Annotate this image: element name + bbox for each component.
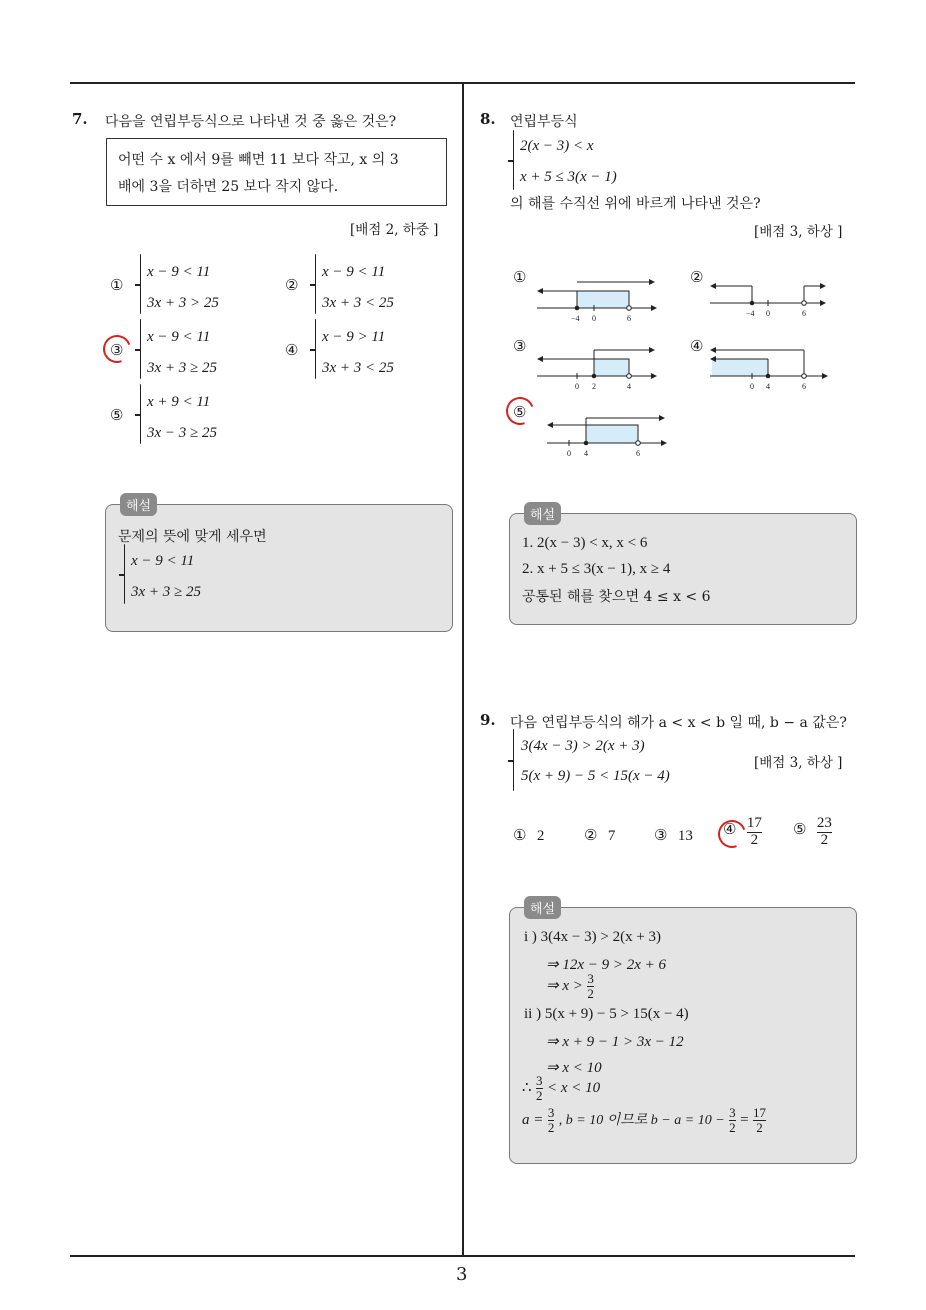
- q7-option-2-mark: ②: [285, 276, 299, 294]
- q9-explanation-l8-den1: 2: [547, 1119, 555, 1135]
- q9-question: 다음 연립부등식의 해가 a < x < b 일 때, b − a 값은?: [510, 715, 847, 731]
- q8-explanation-line2: 2. x + 5 ≤ 3(x − 1), x ≥ 4: [522, 561, 671, 577]
- q8-option-5-tick-label-2: 4: [584, 449, 588, 458]
- q8-option-1-numberline: [535, 270, 660, 325]
- q9-explanation-l7-den: 2: [536, 1087, 543, 1103]
- q8-option-4-mark: ④: [690, 337, 704, 355]
- q9-explanation-l8-frac3: [753, 1106, 766, 1134]
- q7-explanation-sys2: 3x + 3 ≥ 25: [131, 584, 202, 600]
- q8-option-5-axis-arrow: [661, 440, 667, 446]
- q8-option-2-ray-2-arrow: [820, 283, 826, 289]
- q8-option-3-axis-arrow: [651, 373, 657, 379]
- q9-explanation-l7-post: < x < 10: [546, 1080, 601, 1097]
- q9-explanation-l3-pre: ⇒ x >: [546, 978, 583, 995]
- q8-option-3-point-2: [627, 374, 632, 379]
- q7-option-3-mark: ③: [110, 341, 124, 359]
- q9-explanation-l7: [522, 1074, 600, 1102]
- q8-option-2-tick-label-3: 6: [802, 309, 806, 318]
- q9-explanation-l8-num3: 17: [752, 1105, 766, 1120]
- q9-option-5[interactable]: [793, 816, 832, 849]
- q8-option-3-tick-label-2: 2: [592, 382, 596, 391]
- q8-option-4-point-2: [802, 374, 807, 379]
- q8-option-1-ray-1-arrow: [537, 288, 543, 294]
- q9-option-5-den: 2: [820, 831, 829, 848]
- q9-explanation-l8-b: , b = 10 이므로 b − a = 10 −: [558, 1113, 725, 1129]
- q8-option-1-axis-arrow: [651, 305, 657, 311]
- q9-option-5-fraction: [817, 816, 832, 849]
- q8-answer-circle: [501, 392, 538, 429]
- q7-option-4-line2: 3x + 3 < 25: [322, 360, 394, 376]
- q9-option-1[interactable]: [513, 826, 544, 845]
- q8-option-5-mark: ⑤: [513, 403, 527, 421]
- q7-option-1-line2: 3x + 3 > 25: [147, 295, 219, 311]
- q9-explanation-l3-num: 3: [587, 971, 594, 986]
- q7-explanation-tag: 해설: [120, 493, 157, 516]
- q8-option-3-tick-label-3: 4: [627, 382, 631, 391]
- q9-option-1-value: 2: [536, 828, 545, 844]
- q7-option-3-brace: [140, 319, 141, 379]
- q8-option-1-tick-label-1: −4: [571, 314, 580, 323]
- q9-option-4[interactable]: [723, 816, 762, 849]
- q9-explanation-l3-den: 2: [587, 985, 594, 1001]
- q7-option-1-line1: x − 9 < 11: [147, 264, 211, 280]
- q7-box-line2: 배에 3을 더하면 25 보다 작지 않다.: [118, 179, 339, 195]
- q9-explanation-l3: [546, 972, 594, 1000]
- q9-option-2[interactable]: [584, 826, 615, 845]
- q9-system-brace: [513, 729, 514, 791]
- q8-sys2: x + 5 ≤ 3(x − 1): [520, 169, 617, 185]
- q7-option-5-line1: x + 9 < 11: [147, 394, 211, 410]
- page-number: 3: [456, 1264, 468, 1285]
- q9-explanation-l8-num2: 3: [729, 1105, 736, 1120]
- q7-number: 7.: [72, 110, 88, 128]
- q8-option-1-tick-label-2: 0: [592, 314, 596, 323]
- q7-explanation-brace: [124, 544, 125, 604]
- q9-explanation-l3-frac: [587, 972, 594, 1000]
- q8-option-3-ray-2-arrow: [649, 347, 655, 353]
- q8-option-2-ray-1-arrow: [710, 283, 716, 289]
- q9-option-4-mark: ④: [723, 820, 737, 839]
- q7-option-3-line1: x − 9 < 11: [147, 329, 211, 345]
- q7-option-2-brace: [315, 254, 316, 314]
- q8-number: 8.: [480, 110, 496, 128]
- q8-option-5-ray-1-arrow: [547, 422, 553, 428]
- q8-option-1-mark: ①: [513, 268, 527, 286]
- q9-explanation-l8: [522, 1106, 766, 1134]
- q7-option-5-mark: ⑤: [110, 406, 124, 424]
- q7-option-5-brace: [140, 384, 141, 444]
- q7-option-2-line2: 3x + 3 < 25: [322, 295, 394, 311]
- q8-question2: 의 해를 수직선 위에 바르게 나타낸 것은?: [510, 196, 761, 212]
- q7-option-4-line1: x − 9 > 11: [322, 329, 386, 345]
- q9-number: 9.: [480, 711, 496, 729]
- q9-explanation-l8-den3: 2: [756, 1119, 763, 1135]
- q8-option-3-numberline: [535, 342, 660, 394]
- q8-option-2-tick-label-1: −4: [746, 309, 755, 318]
- q8-option-2-point-2: [802, 301, 807, 306]
- q9-explanation-l2: ⇒ 12x − 9 > 2x + 6: [546, 957, 666, 973]
- q9-option-5-num: 23: [816, 815, 832, 831]
- q8-option-3-point-1: [592, 374, 597, 379]
- q9-option-3-mark: ③: [654, 826, 668, 844]
- q8-option-1-tick-label-3: 6: [627, 314, 631, 323]
- q8-option-4-ray-2-arrow: [710, 347, 716, 353]
- bottom-rule: [70, 1255, 855, 1257]
- q8-option-3-tick-label-1: 0: [575, 382, 579, 391]
- column-divider: [462, 83, 464, 1256]
- q9-sys2: 5(x + 9) − 5 < 15(x − 4): [521, 768, 670, 784]
- q8-score: [배점 3, 하상 ]: [754, 224, 843, 240]
- q8-option-5-point-2: [636, 441, 641, 446]
- q7-question: 다음을 연립부등식으로 나타낸 것 중 옳은 것은?: [105, 114, 397, 130]
- q8-option-4-numberline: [708, 342, 833, 394]
- q7-option-4-brace: [315, 319, 316, 379]
- q8-option-4-axis-arrow: [822, 373, 828, 379]
- q7-explanation-line1: 문제의 뜻에 맞게 세우면: [118, 529, 267, 545]
- q9-score: [배점 3, 하상 ]: [754, 755, 843, 771]
- q8-option-4-point-1: [766, 374, 771, 379]
- q8-option-5-ray-2-arrow: [659, 415, 665, 421]
- q9-explanation-l8-a: a =: [522, 1112, 544, 1129]
- q8-question: 연립부등식: [510, 114, 578, 130]
- q8-explanation-line3: 공통된 해를 찾으면 4 ≤ x < 6: [522, 589, 711, 605]
- q7-option-3-line2: 3x + 3 ≥ 25: [147, 360, 218, 376]
- q9-explanation-l8-num1: 3: [547, 1105, 555, 1120]
- q8-option-5-tick-label-1: 0: [567, 449, 571, 458]
- q9-option-4-den: 2: [750, 831, 759, 848]
- q8-option-4-tick-label-1: 0: [750, 382, 754, 391]
- q9-explanation-l5: ⇒ x + 9 − 1 > 3x − 12: [546, 1034, 684, 1050]
- q9-explanation-l6: ⇒ x < 10: [546, 1060, 602, 1076]
- q9-explanation-l8-frac2: [729, 1106, 736, 1134]
- q9-explanation-tag: 해설: [524, 896, 561, 919]
- q7-answer-circle: [98, 330, 135, 367]
- q8-sys1: 2(x − 3) < x: [520, 138, 594, 154]
- q8-option-5-tick-label-3: 6: [636, 449, 640, 458]
- q9-explanation-l8-frac1: [548, 1106, 555, 1134]
- q9-sys1: 3(4x − 3) > 2(x + 3): [521, 738, 645, 754]
- q7-condition-box: [106, 138, 447, 206]
- q7-option-4-mark: ④: [285, 341, 299, 359]
- q8-option-1-point-1: [575, 306, 580, 311]
- q9-explanation-l4: ii ) 5(x + 9) − 5 > 15(x − 4): [524, 1006, 689, 1022]
- q7-box-line1: 어떤 수 x 에서 9를 빼면 11 보다 작고, x 의 3: [118, 152, 399, 168]
- q9-option-2-mark: ②: [584, 826, 598, 844]
- q8-explanation-line1: 1. 2(x − 3) < x, x < 6: [522, 535, 648, 551]
- q8-system-brace: [513, 130, 514, 190]
- q9-explanation-l8-den2: 2: [729, 1119, 736, 1135]
- q9-explanation-l7-pre: ∴: [522, 1080, 532, 1097]
- q9-option-3[interactable]: [654, 826, 693, 845]
- q9-option-4-num: 17: [746, 815, 762, 831]
- q8-option-4-tick-label-3: 6: [802, 382, 806, 391]
- q8-option-1-point-2: [627, 306, 632, 311]
- q8-option-4-shade: [712, 359, 768, 376]
- q8-option-3-mark: ③: [513, 337, 527, 355]
- q9-option-1-mark: ①: [513, 826, 527, 844]
- q9-option-5-mark: ⑤: [793, 820, 807, 839]
- q8-option-5-shade: [586, 425, 638, 443]
- q7-option-2-line1: x − 9 < 11: [322, 264, 386, 280]
- q8-explanation-tag: 해설: [524, 502, 561, 525]
- q7-option-1-brace: [140, 254, 141, 314]
- q9-explanation-l7-num: 3: [536, 1073, 543, 1088]
- q9-explanation-l1: i ) 3(4x − 3) > 2(x + 3): [524, 929, 662, 945]
- q8-option-2-axis-arrow: [820, 300, 826, 306]
- q9-option-3-value: 13: [677, 828, 693, 844]
- q8-option-2-point-1: [750, 301, 755, 306]
- q8-option-2-mark: ②: [690, 268, 704, 286]
- q7-score: [배점 2, 하중 ]: [350, 222, 439, 238]
- q9-option-4-fraction: [747, 816, 762, 849]
- q7-option-1-mark: ①: [110, 276, 124, 294]
- q7-explanation-sys1: x − 9 < 11: [131, 553, 195, 569]
- q8-option-3-ray-1-arrow: [537, 356, 543, 362]
- q9-option-2-value: 7: [607, 828, 616, 844]
- q8-option-2-tick-label-2: 0: [766, 309, 770, 318]
- q8-option-1-ray-2-arrow: [649, 279, 655, 285]
- q9-explanation-l7-frac: [536, 1074, 543, 1102]
- q8-option-2-numberline: [708, 270, 833, 325]
- q9-explanation-l8-eq: =: [740, 1112, 749, 1129]
- q8-option-3-shade: [594, 359, 629, 376]
- q8-option-4-tick-label-2: 4: [766, 382, 770, 391]
- q7-option-5-line2: 3x − 3 ≥ 25: [147, 425, 218, 441]
- q8-option-5-numberline: [545, 412, 670, 464]
- q8-option-1-shade: [577, 291, 629, 308]
- q8-option-5-point-1: [584, 441, 589, 446]
